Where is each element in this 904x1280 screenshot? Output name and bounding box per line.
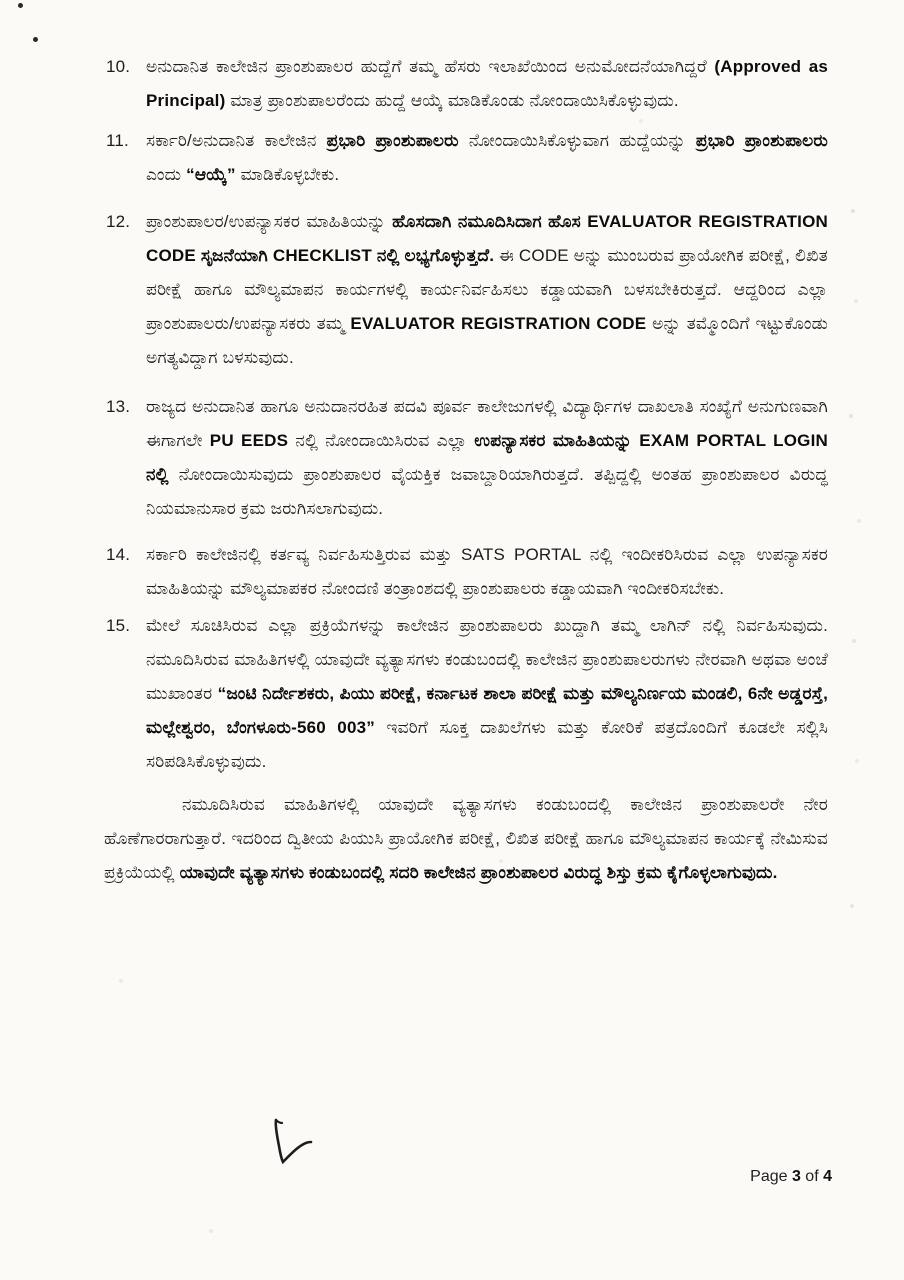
text-run: ಯಾವುದೇ ವ್ಯತ್ಯಾಸಗಳು ಕಂಡುಬಂದಲ್ಲಿ ಸದರಿ ಕಾಲೇಜಿನ ಪ್ರಾಂಶುಪಾಲರ ವಿರುದ್ಧ ಶಿಸ್ತು ಕ್ರಮ ಕೈಗೊಳ್ಳಲಾಗುವುದು.	[179, 863, 778, 882]
text-run: Page	[750, 1168, 792, 1185]
list-item-10	[106, 50, 828, 118]
text-run: ಎಂದು	[146, 165, 187, 184]
document-body	[106, 50, 828, 890]
closing-paragraph	[104, 788, 828, 890]
text-run: ಸರ್ಕಾರಿ ಕಾಲೇಜಿನಲ್ಲಿ ಕರ್ತವ್ಯ ನಿರ್ವಹಿಸುತ್ತಿರುವ ಮತ್ತು SATS PORTAL ನಲ್ಲಿ ಇಂದೀಕರಿಸಿರುವ ಎಲ್ಲಾ ಉಪನ್ಯಾಸಕರ ಮಾಹಿತಿಯನ್ನು ಮೌಲ್ಯಮಾಪಕರ ನೋಂದಣಿ ತಂತ್ರಾಂಶದಲ್ಲಿ ಪ್ರಾಂಶುಪಾಲರು ಕಡ್ಡಾಯವಾಗಿ ಇಂದೀಕರಿಸಬೇಕು.	[146, 545, 828, 598]
list-item-text	[146, 397, 828, 518]
text-run: ನೋಂದಾಯಿಸುವುದು ಪ್ರಾಂಶುಪಾಲರ ವೈಯಕ್ತಿಕ ಜವಾಬ್ದಾರಿಯಾಗಿರುತ್ತದೆ. ತಪ್ಪಿದ್ದಲ್ಲಿ ಅಂತಹ ಪ್ರಾಂಶುಪಾಲರ ವಿರುದ್ಧ ನಿಯಮಾನುಸಾರ ಕ್ರಮ ಜರುಗಿಸಲಾಗುವುದು.	[146, 465, 828, 518]
text-run: PU EEDS	[209, 431, 289, 450]
list-item-12	[106, 205, 828, 375]
list-item-number: 10.	[106, 57, 131, 76]
list-item-text	[146, 57, 828, 110]
text-run: ಪ್ರಾಂಶುಪಾಲರ/ಉಪನ್ಯಾಸಕರ ಮಾಹಿತಿಯನ್ನು	[146, 212, 393, 231]
text-run: ಮೇಲೆ ಸೂಚಿಸಿರುವ ಎಲ್ಲಾ ಪ್ರಕ್ರಿಯೆಗಳನ್ನು ಕಾಲೇಜಿನ ಪ್ರಾಂಶುಪಾಲರು ಖುದ್ದಾಗಿ ತಮ್ಮ ಲಾಗಿನ್ ನಲ್ಲಿ ನಿರ್ವಹಿಸುವುದು. ನಮೂದಿಸಿರುವ ಮಾಹಿತಿಗಳಲ್ಲಿ ಯಾವುದೇ ವ್ಯತ್ಯಾಸಗಳು ಕಂಡುಬಂದಲ್ಲಿ ಕಾಲೇಜಿನ ಪ್ರಾಂಶುಪಾಲರುಗಳು ನೇರವಾಗಿ ಅಥವಾ ಅಂಚೆ ಮುಖಾಂತರ	[146, 616, 828, 703]
text-run: ಉಪನ್ಯಾಸಕರ ಮಾಹಿತಿಯನ್ನು EXAM PORTAL LOGIN ನಲ್ಲಿ	[146, 431, 829, 484]
list-item-text	[146, 212, 828, 367]
list-item-11	[106, 124, 828, 192]
text-run: ನಮೂದಿಸಿರುವ ಮಾಹಿತಿಗಳಲ್ಲಿ ಯಾವುದೇ ವ್ಯತ್ಯಾಸಗಳು ಕಂಡುಬಂದಲ್ಲಿ ಕಾಲೇಜಿನ ಪ್ರಾಂಶುಪಾಲರೇ ನೇರ ಹೊಣೆಗಾರರಾಗುತ್ತಾರೆ. ಇದರಿಂದ ದ್ವಿತೀಯ ಪಿಯುಸಿ ಪ್ರಾಯೋಗಿಕ ಪರೀಕ್ಷೆ, ಲಿಖಿತ ಪರೀಕ್ಷೆ ಹಾಗೂ ಮೌಲ್ಯಮಾಪನ ಕಾರ್ಯಕ್ಕೆ ನೇಮಿಸುವ ಪ್ರಕ್ರಿಯೆಯಲ್ಲಿ	[104, 795, 828, 882]
text-run: ಇವರಿಗೆ ಸೂಕ್ತ ದಾಖಲೆಗಳು ಮತ್ತು ಕೋರಿಕೆ ಪತ್ರದೊಂದಿಗೆ ಕೂಡಲೇ ಸಲ್ಲಿಸಿ ಸರಿಪಡಿಸಿಕೊಳ್ಳುವುದು.	[146, 718, 828, 771]
list-item-14	[106, 538, 828, 606]
list-item-text	[146, 131, 828, 184]
text-run: ಮಾತ್ರ ಪ್ರಾಂಶುಪಾಲರೆಂದು ಹುದ್ದೆ ಆಯ್ಕೆ ಮಾಡಿಕೊಂಡು ನೋಂದಾಯಿಸಿಕೊಳ್ಳುವುದು.	[225, 91, 679, 110]
text-run: ನಲ್ಲಿ ನೋಂದಾಯಿಸಿರುವ ಎಲ್ಲಾ	[288, 431, 475, 450]
text-run: ಪ್ರಭಾರಿ ಪ್ರಾಂಶುಪಾಲರು	[695, 131, 828, 150]
text-run: (Approved as Principal)	[146, 57, 828, 110]
list-item-number: 14.	[106, 545, 131, 564]
scan-artifact-dot	[18, 3, 23, 8]
text-run: ಸರ್ಕಾರಿ/ಅನುದಾನಿತ ಕಾಲೇಜಿನ	[146, 131, 327, 150]
text-run: ನೋಂದಾಯಿಸಿಕೊಳ್ಳುವಾಗ ಹುದ್ದೆಯನ್ನು	[458, 131, 696, 150]
text-run: EVALUATOR REGISTRATION CODE	[350, 314, 647, 333]
scan-artifact-dot	[33, 37, 38, 42]
page-number-footer	[750, 1168, 832, 1186]
list-item-number: 15.	[106, 616, 131, 635]
handwritten-check-mark-icon	[268, 1116, 320, 1170]
text-run: of	[800, 1168, 824, 1185]
text-run: ಅನುದಾನಿತ ಕಾಲೇಜಿನ ಪ್ರಾಂಶುಪಾಲರ ಹುದ್ದೆಗೆ ತಮ್ಮ ಹೆಸರು ಇಲಾಖೆಯಿಂದ ಅನುಮೋದನೆಯಾಗಿದ್ದರೆ	[146, 57, 715, 76]
text-run: ಹೊಸದಾಗಿ ನಮೂದಿಸಿದಾಗ ಹೊಸ EVALUATOR REGISTRATION CODE ಸೃಜನೆಯಾಗಿ CHECKLIST ನಲ್ಲಿ ಲಭ್ಯಗೊಳ್ಳುತ್ತದೆ.	[146, 212, 828, 265]
list-item-15	[106, 609, 828, 779]
text-run: ಅನ್ನು ತಮ್ಮೊಂದಿಗೆ ಇಟ್ಟುಕೊಂಡು ಅಗತ್ಯವಿದ್ದಾಗ ಬಳಸುವುದು.	[146, 314, 829, 367]
text-run: 3	[791, 1168, 801, 1185]
text-run: ಮಾಡಿಕೊಳ್ಳಬೇಕು.	[235, 165, 340, 184]
text-run: “ಜಂಟಿ ನಿರ್ದೇಶಕರು, ಪಿಯು ಪರೀಕ್ಷೆ, ಕರ್ನಾಟಕ ಶಾಲಾ ಪರೀಕ್ಷೆ ಮತ್ತು ಮೌಲ್ಯನಿರ್ಣಯ ಮಂಡಲಿ, 6ನೇ ಅಡ್ಡರಸ್ತೆ, ಮಲ್ಲೇಶ್ವರಂ, ಬೆಂಗಳೂರು-560 003”	[146, 684, 828, 737]
list-item-text	[146, 545, 828, 598]
list-item-number: 12.	[106, 212, 131, 231]
list-item-number: 13.	[106, 397, 131, 416]
text-run: 4	[823, 1168, 832, 1185]
text-run: “ಆಯ್ಕೆ”	[186, 165, 236, 184]
list-item-13	[106, 390, 828, 526]
list-item-text	[146, 616, 828, 771]
text-run: ಈ CODE ಅನ್ನು ಮುಂಬರುವ ಪ್ರಾಯೋಗಿಕ ಪರೀಕ್ಷೆ, ಲಿಖಿತ ಪರೀಕ್ಷೆ ಹಾಗೂ ಮೌಲ್ಯಮಾಪನ ಕಾರ್ಯಗಳಲ್ಲಿ ಕಾರ್ಯನಿರ್ವಹಿಸಲು ಕಡ್ಡಾಯವಾಗಿ ಬಳಸಬೇಕಿರುತ್ತದೆ. ಆದ್ದರಿಂದ ಎಲ್ಲಾ ಪ್ರಾಂಶುಪಾಲರು/ಉಪನ್ಯಾಸಕರು ತಮ್ಮ	[146, 246, 828, 333]
text-run: ರಾಜ್ಯದ ಅನುದಾನಿತ ಹಾಗೂ ಅನುದಾನರಹಿತ ಪದವಿ ಪೂರ್ವ ಕಾಲೇಜುಗಳಲ್ಲಿ ವಿದ್ಯಾರ್ಥಿಗಳ ದಾಖಲಾತಿ ಸಂಖ್ಯೆಗೆ ಅನುಗುಣವಾಗಿ ಈಗಾಗಲೇ	[146, 397, 828, 450]
scan-noise-speckles	[0, 0, 2, 2]
list-item-number: 11.	[106, 131, 129, 150]
text-run: ಪ್ರಭಾರಿ ಪ್ರಾಂಶುಪಾಲರು	[326, 131, 459, 150]
